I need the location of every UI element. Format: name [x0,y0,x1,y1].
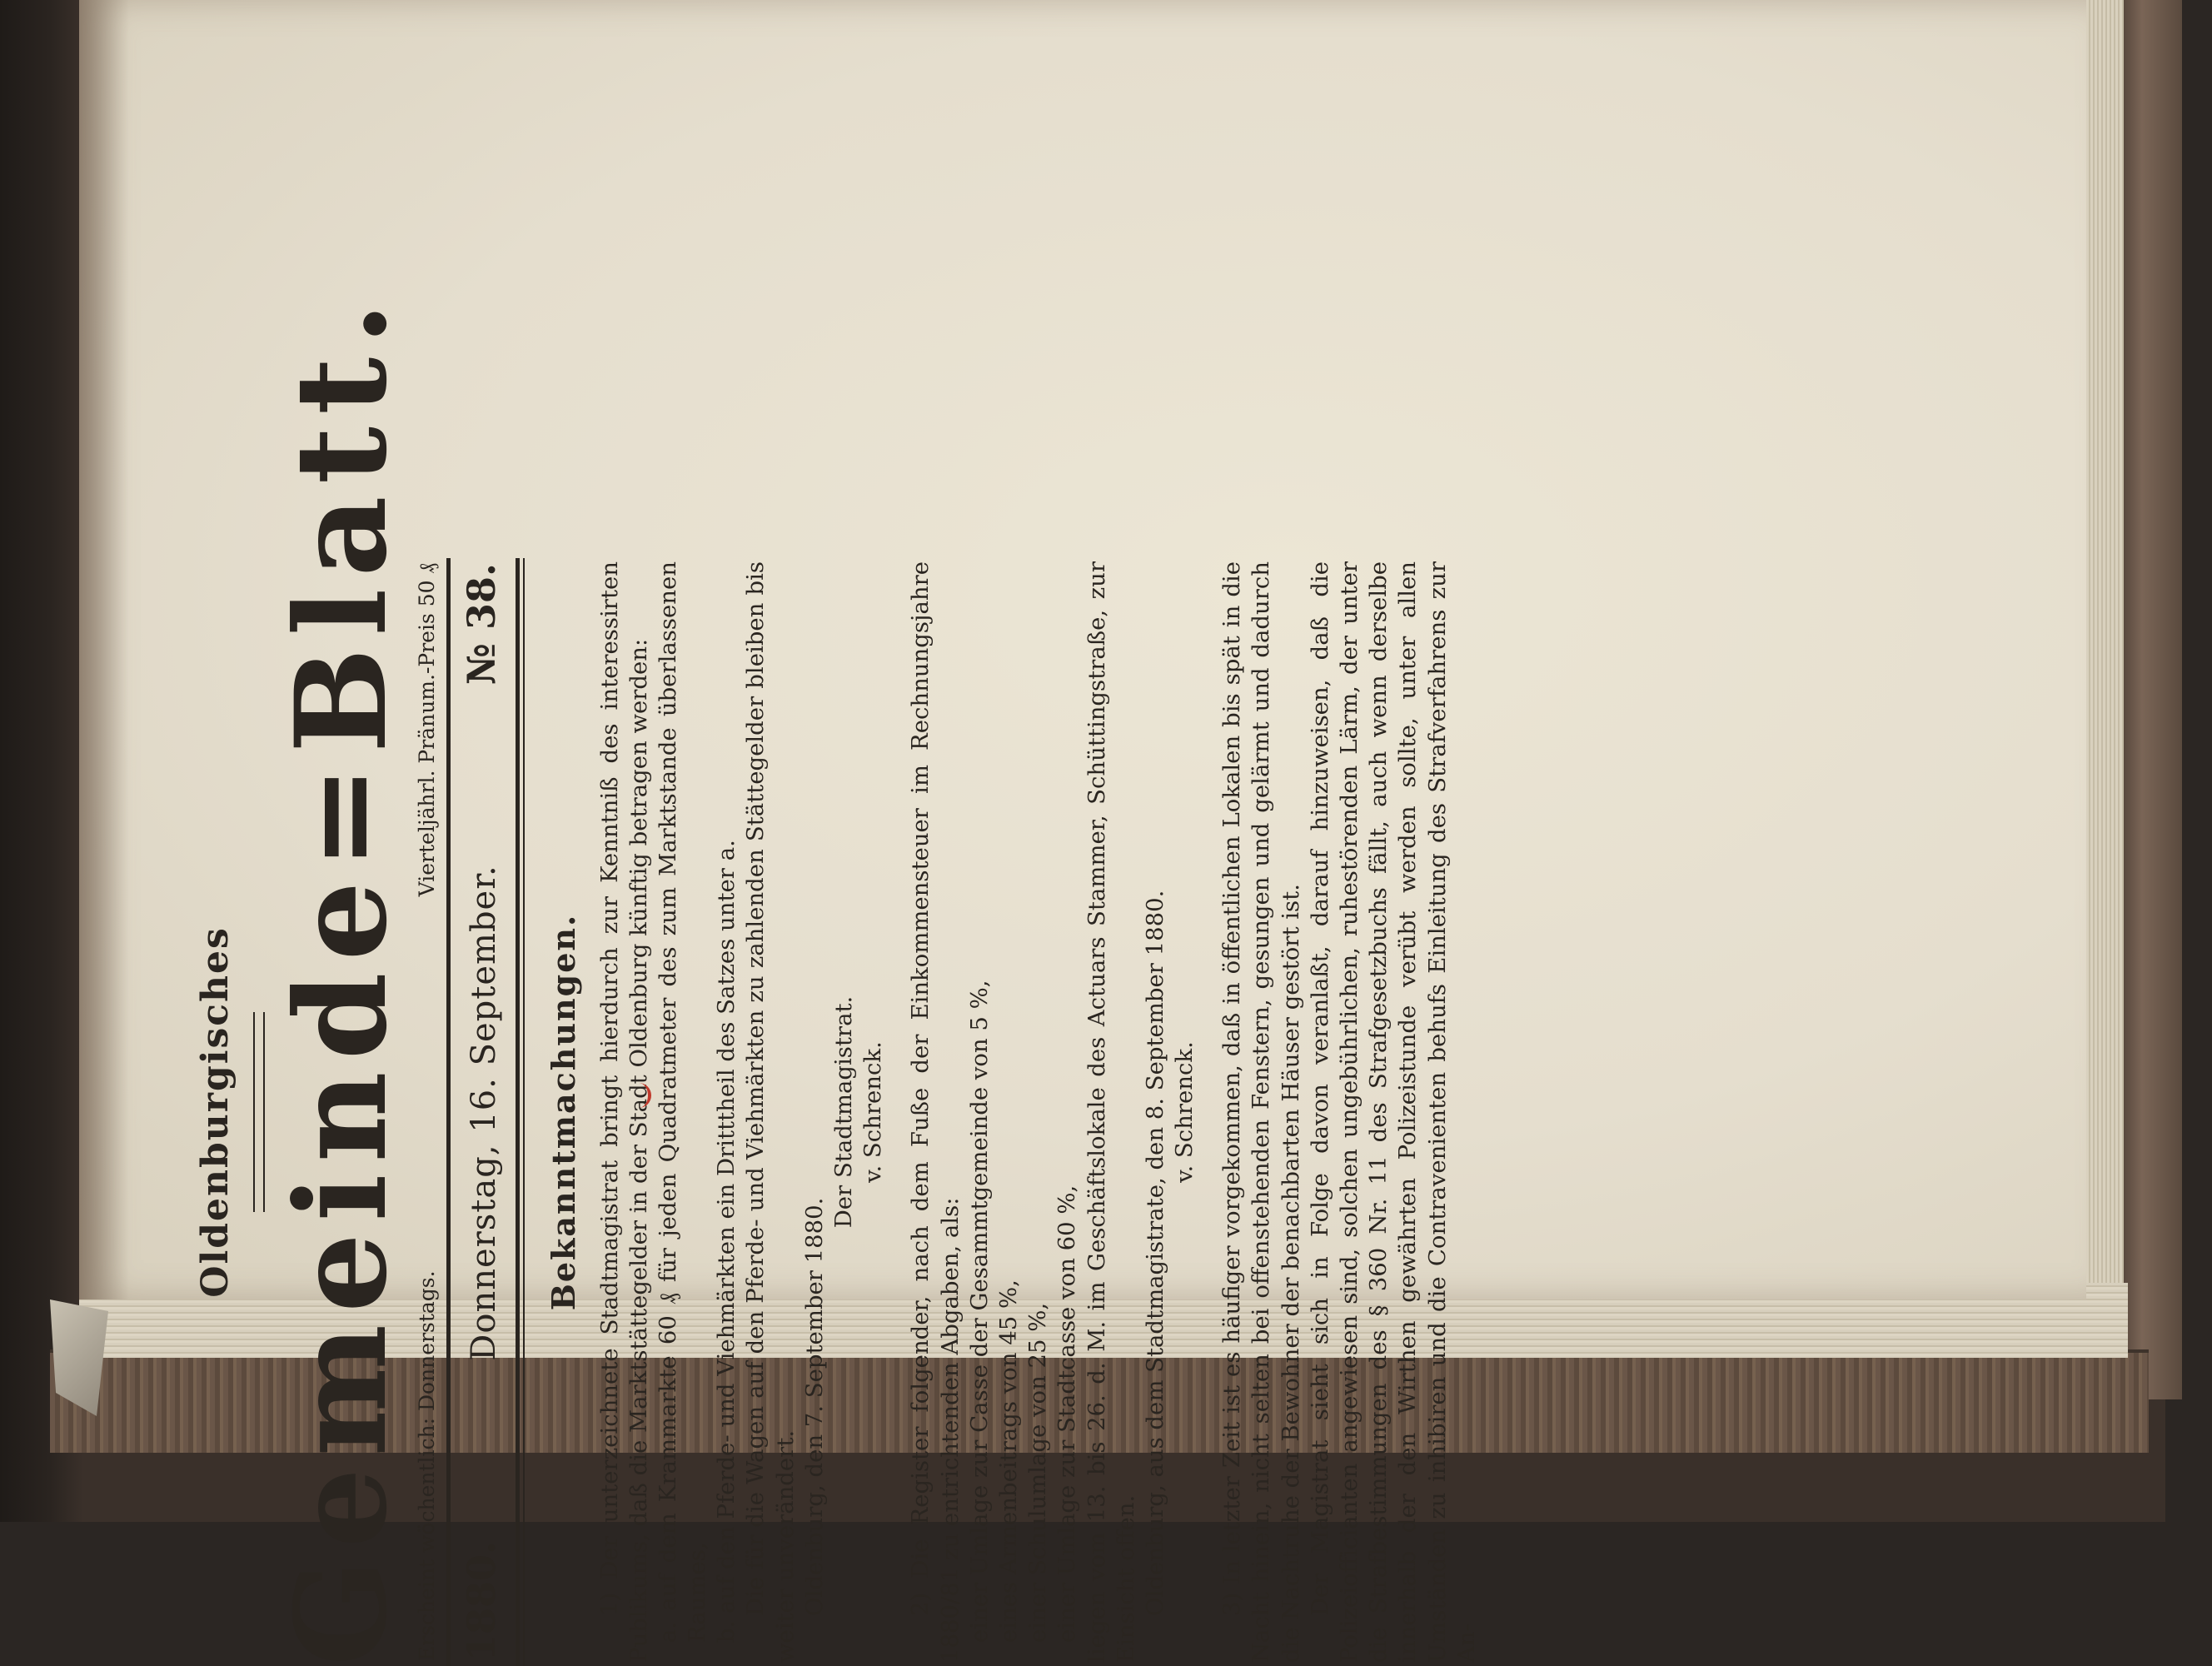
header-rule-thin [523,558,525,1666]
header-rule-bottom [516,558,520,1666]
masthead-title: Gemeinde=Blatt. [268,290,415,1666]
notice-2-closing: liegen vom 13. bis 26. d. M. im Geschäftslokale des Actuars Stammer, Schüttingstraße, zur Einsicht offen. [1083,561,1139,1663]
page-edges-right [2082,0,2124,1316]
issue-date: Donnerstag, 16. September. [464,865,503,1361]
notice-2-item: einer Umlage zur Casse der Gesammtgemeinde von 5 %, [965,980,993,1643]
notice-1-intro: 1) Der unterzeichnete Stadtmagistrat bringt hierdurch zur Kenntniß des interessirten Publikums, daß die Marktstättegelder in der Stadt Oldenburg künftig betragen werden: [595,561,652,1663]
publication-info [415,558,440,1666]
notice-2-signature: v. Schrenck. [1171,1041,1198,1183]
notice-2-place-date: Oldenburg, aus dem Stadtmagistrate, den 8. September 1880. [1141,890,1168,1616]
notice-2-item: einer Umlage zur Stadtcasse von 60 %, [1054,1185,1081,1643]
notice-1-authority: Der Stadtmagistrat. [830,995,857,1229]
notice-2-item: einer Schulumlage von 25 %, [1024,1302,1052,1643]
masthead-subtitle: Oldenburgisches [194,926,237,1298]
notices-body [595,558,1482,1666]
notice-1-item-a: a. auf dem Krammarkte 60 ₰ für jeden Quadratmeter des zum Marktstande überlassenen Raumes, [654,561,711,1643]
issue-line [451,558,509,1666]
gutter-shadow [79,0,129,1299]
notice-2-item: eines Armenbeitrags von 45 %, [994,1279,1022,1643]
book-cover-edge [2115,0,2182,1399]
subscription-price: Vierteljährl. Pränum.-Preis 50 ₰ [414,563,439,897]
publication-frequency: Erscheint wöchentlich: Donnerstags. [414,1270,439,1661]
masthead-ornament-rule [253,1012,265,1212]
notice-2-intro: 2) Die Register folgender, nach dem Fuße der Einkommensteuer im Rechnungsjahre 1880/81 zu entrichtenden Abgaben, als: [907,561,964,1663]
notice-3-text-2: Der Magistrat sieht sich in Folge davon veranlaßt, darauf hinzuweisen, daß die Polizeiofficianten angewiesen sind, solchen ungebührlichen, ruhestörenden Lärm, der unter die Strafbestimmungen des § 360 Nr. 11 des Strafgesetzbuchs fällt, auch wenn derselbe innerhalb der den Wirthen gewährten Polizeistunde verübt werden sollte, unter allen Umständen zu inhibiren und die Contravenienten behufs Einleitung des Strafverfahrens zur An- [1306,561,1480,1663]
notice-1-signature: v. Schrenck. [859,1041,887,1183]
notice-3-text-1: 3) In letzter Zeit ist es häufiger vorgekommen, daß in öffentlichen Lokalen bis spät in die Nacht hinein, nicht selten bei offenstehenden Fenstern, gesungen und gelärmt und dadurch die Nachtruhe der Bewohner der benachbarten Häuser gestört ist. [1218,561,1304,1663]
issue-number: № 38. [458,563,504,686]
notice-1-closing: Die für die Wagen auf den Pferde- und Viehmärkten zu zahlenden Stättegelder bleiben bis weiter unverändert. [742,561,799,1663]
notice-1-item-b: b. auf den Pferde- und Viehmärkten ein Dritttheil des Satzes unter a. [713,840,740,1643]
newspaper-sheet [179,290,1645,1666]
issue-year: 1880. [458,1540,504,1661]
notice-1-place-date: Oldenburg, den 7. September 1880. [800,1197,828,1616]
section-heading: Bekanntmachungen. [544,913,582,1311]
